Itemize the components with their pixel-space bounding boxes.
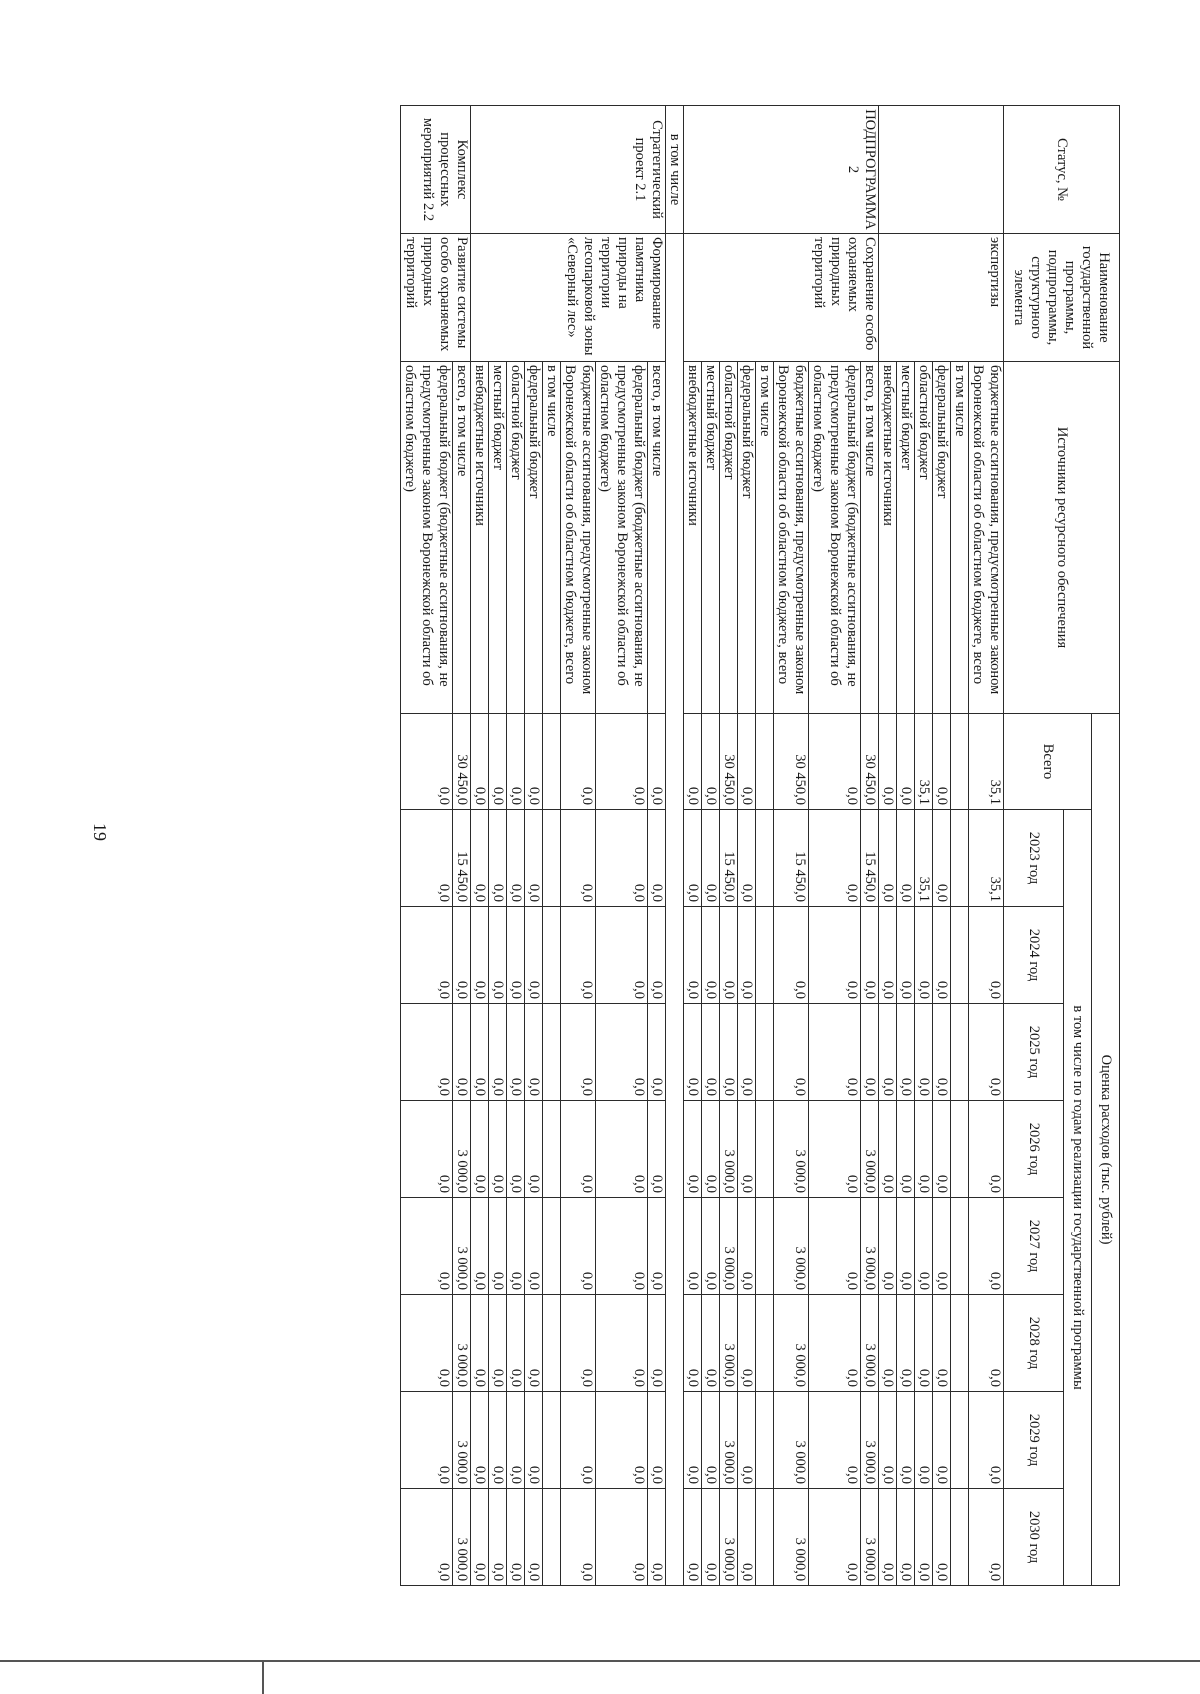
year-value-cell bbox=[951, 907, 969, 1004]
year-value-cell: 0,0 bbox=[702, 1198, 720, 1295]
funding-source-cell: федеральный бюджет (бюджетные ассигнования, не предусмотренные законом Воронежской области об областном бюджете) bbox=[401, 362, 453, 714]
year-value-cell: 0,0 bbox=[969, 1004, 1004, 1101]
year-value-cell: 0,0 bbox=[401, 1198, 453, 1295]
year-value-cell: 3 000,0 bbox=[720, 1295, 738, 1392]
total-value-cell: 0,0 bbox=[471, 714, 489, 810]
year-value-cell: 0,0 bbox=[401, 1295, 453, 1392]
year-value-cell: 0,0 bbox=[915, 907, 933, 1004]
funding-source-cell: местный бюджет bbox=[702, 362, 720, 714]
year-value-cell: 0,0 bbox=[561, 1198, 596, 1295]
year-value-cell: 0,0 bbox=[702, 1295, 720, 1392]
year-value-cell: 0,0 bbox=[471, 1489, 489, 1586]
year-value-cell: 0,0 bbox=[809, 1198, 861, 1295]
year-value-cell: 3 000,0 bbox=[453, 1489, 471, 1586]
year-value-cell: 0,0 bbox=[401, 1101, 453, 1198]
year-value-cell: 0,0 bbox=[507, 1101, 525, 1198]
total-value-cell: 30 450,0 bbox=[774, 714, 809, 810]
scan-edge-line bbox=[0, 1660, 1200, 1662]
year-value-cell: 0,0 bbox=[596, 907, 648, 1004]
year-value-cell: 0,0 bbox=[471, 1392, 489, 1489]
element-name-cell: Формирование памятника природы на территории лесопарковой зоны «Северный лес» bbox=[471, 234, 666, 362]
total-value-cell: 0,0 bbox=[809, 714, 861, 810]
total-value-cell: 0,0 bbox=[401, 714, 453, 810]
funding-source-cell: внебюджетные источники bbox=[471, 362, 489, 714]
total-value-cell: 35,1 bbox=[915, 714, 933, 810]
year-value-cell: 0,0 bbox=[401, 907, 453, 1004]
year-value-cell: 0,0 bbox=[525, 1489, 543, 1586]
year-value-cell: 0,0 bbox=[471, 1198, 489, 1295]
year-value-cell bbox=[756, 1101, 774, 1198]
year-value-cell: 3 000,0 bbox=[453, 1101, 471, 1198]
year-value-cell: 0,0 bbox=[809, 1101, 861, 1198]
total-value-cell: 0,0 bbox=[933, 714, 951, 810]
funding-source-cell: бюджетные ассигнования, предусмотренные законом Воронежской области об областном бюджете, всего bbox=[969, 362, 1004, 714]
header-year: 2024 год bbox=[1004, 907, 1064, 1004]
year-value-cell: 0,0 bbox=[489, 1101, 507, 1198]
year-value-cell: 0,0 bbox=[915, 1101, 933, 1198]
year-value-cell: 0,0 bbox=[453, 907, 471, 1004]
year-value-cell: 0,0 bbox=[471, 810, 489, 907]
header-total: Всего bbox=[1004, 714, 1092, 810]
year-value-cell: 0,0 bbox=[684, 1198, 702, 1295]
year-value-cell: 0,0 bbox=[561, 1489, 596, 1586]
year-value-cell: 0,0 bbox=[969, 1198, 1004, 1295]
year-value-cell: 3 000,0 bbox=[861, 1198, 879, 1295]
year-value-cell: 3 000,0 bbox=[861, 1489, 879, 1586]
year-value-cell: 0,0 bbox=[720, 907, 738, 1004]
funding-source-cell: всего, в том числе bbox=[861, 362, 879, 714]
year-value-cell bbox=[756, 810, 774, 907]
funding-source-cell: областной бюджет bbox=[507, 362, 525, 714]
total-value-cell: 30 450,0 bbox=[453, 714, 471, 810]
year-value-cell: 0,0 bbox=[738, 810, 756, 907]
year-value-cell: 0,0 bbox=[774, 907, 809, 1004]
total-value-cell: 0,0 bbox=[648, 714, 666, 810]
year-value-cell: 0,0 bbox=[702, 1004, 720, 1101]
year-value-cell: 0,0 bbox=[897, 907, 915, 1004]
status-cell: Стратегический проект 2.1 bbox=[471, 106, 666, 234]
header-year: 2026 год bbox=[1004, 1101, 1064, 1198]
funding-source-cell: местный бюджет bbox=[897, 362, 915, 714]
year-value-cell: 0,0 bbox=[489, 1489, 507, 1586]
year-value-cell: 0,0 bbox=[507, 1295, 525, 1392]
year-value-cell: 0,0 bbox=[648, 1392, 666, 1489]
funding-source-cell: федеральный бюджет (бюджетные ассигнования, не предусмотренные законом Воронежской области об областном бюджете) bbox=[809, 362, 861, 714]
year-value-cell: 0,0 bbox=[507, 1489, 525, 1586]
year-value-cell bbox=[756, 1295, 774, 1392]
year-value-cell: 0,0 bbox=[561, 1101, 596, 1198]
year-value-cell: 3 000,0 bbox=[774, 1198, 809, 1295]
year-value-cell: 0,0 bbox=[507, 907, 525, 1004]
year-value-cell: 0,0 bbox=[933, 810, 951, 907]
total-value-cell: 0,0 bbox=[561, 714, 596, 810]
year-value-cell: 0,0 bbox=[897, 1295, 915, 1392]
year-value-cell: 0,0 bbox=[596, 1101, 648, 1198]
year-value-cell: 0,0 bbox=[684, 1004, 702, 1101]
year-value-cell: 0,0 bbox=[879, 1489, 897, 1586]
year-value-cell bbox=[543, 1004, 561, 1101]
total-value-cell bbox=[756, 714, 774, 810]
funding-source-cell: областной бюджет bbox=[720, 362, 738, 714]
year-value-cell: 0,0 bbox=[489, 1004, 507, 1101]
total-value-cell: 0,0 bbox=[879, 714, 897, 810]
rotated-table-container bbox=[120, 105, 1120, 1585]
year-value-cell: 0,0 bbox=[933, 1392, 951, 1489]
year-value-cell: 0,0 bbox=[561, 1004, 596, 1101]
header-year: 2029 год bbox=[1004, 1392, 1064, 1489]
year-value-cell: 0,0 bbox=[933, 1489, 951, 1586]
year-value-cell: 3 000,0 bbox=[774, 1392, 809, 1489]
total-value-cell bbox=[951, 714, 969, 810]
table-row bbox=[969, 106, 1004, 1586]
element-name-cell: Развитие системы особо охраняемых природных территорий bbox=[401, 234, 471, 362]
funding-source-cell: федеральный бюджет bbox=[738, 362, 756, 714]
header-source: Источники ресурсного обеспечения bbox=[1004, 362, 1120, 714]
year-value-cell: 0,0 bbox=[861, 1004, 879, 1101]
year-value-cell: 0,0 bbox=[489, 1198, 507, 1295]
funding-source-cell: федеральный бюджет bbox=[933, 362, 951, 714]
year-value-cell: 0,0 bbox=[401, 810, 453, 907]
year-value-cell: 0,0 bbox=[525, 1392, 543, 1489]
year-value-cell: 0,0 bbox=[684, 1489, 702, 1586]
year-value-cell: 0,0 bbox=[648, 1295, 666, 1392]
table-row bbox=[453, 106, 471, 1586]
table-row bbox=[648, 106, 666, 1586]
year-value-cell: 0,0 bbox=[684, 810, 702, 907]
section-row bbox=[666, 106, 684, 1586]
header-status: Статус, № bbox=[1004, 106, 1120, 234]
year-value-cell: 0,0 bbox=[879, 907, 897, 1004]
year-value-cell: 0,0 bbox=[897, 1392, 915, 1489]
year-value-cell: 0,0 bbox=[702, 1101, 720, 1198]
year-value-cell: 0,0 bbox=[738, 1295, 756, 1392]
year-value-cell: 0,0 bbox=[809, 1489, 861, 1586]
year-value-cell: 0,0 bbox=[507, 1392, 525, 1489]
year-value-cell bbox=[756, 907, 774, 1004]
year-value-cell: 0,0 bbox=[933, 1198, 951, 1295]
year-value-cell: 0,0 bbox=[561, 1295, 596, 1392]
year-value-cell: 0,0 bbox=[648, 1489, 666, 1586]
total-value-cell: 0,0 bbox=[738, 714, 756, 810]
year-value-cell: 0,0 bbox=[702, 1489, 720, 1586]
year-value-cell: 0,0 bbox=[897, 1198, 915, 1295]
header-by-years: в том числе по годам реализации государственной программы bbox=[1064, 810, 1092, 1586]
year-value-cell: 0,0 bbox=[489, 810, 507, 907]
funding-source-cell: внебюджетные источники bbox=[684, 362, 702, 714]
year-value-cell: 0,0 bbox=[969, 1489, 1004, 1586]
funding-source-cell: местный бюджет bbox=[489, 362, 507, 714]
element-name-cell: экспертизы bbox=[879, 234, 1004, 362]
year-value-cell: 0,0 bbox=[471, 907, 489, 1004]
year-value-cell: 3 000,0 bbox=[453, 1295, 471, 1392]
funding-source-cell: всего, в том числе bbox=[453, 362, 471, 714]
year-value-cell: 0,0 bbox=[879, 1004, 897, 1101]
year-value-cell: 0,0 bbox=[969, 1392, 1004, 1489]
funding-source-cell: в том числе bbox=[951, 362, 969, 714]
scan-edge-mark bbox=[262, 1660, 264, 1694]
year-value-cell: 3 000,0 bbox=[861, 1295, 879, 1392]
year-value-cell: 0,0 bbox=[933, 907, 951, 1004]
year-value-cell: 0,0 bbox=[401, 1392, 453, 1489]
funding-source-cell: в том числе bbox=[543, 362, 561, 714]
year-value-cell: 0,0 bbox=[915, 1198, 933, 1295]
year-value-cell: 15 450,0 bbox=[861, 810, 879, 907]
year-value-cell: 0,0 bbox=[507, 1198, 525, 1295]
total-value-cell: 0,0 bbox=[507, 714, 525, 810]
year-value-cell: 0,0 bbox=[933, 1004, 951, 1101]
year-value-cell: 0,0 bbox=[738, 1489, 756, 1586]
year-value-cell: 3 000,0 bbox=[774, 1489, 809, 1586]
year-value-cell: 3 000,0 bbox=[861, 1392, 879, 1489]
year-value-cell: 0,0 bbox=[738, 1198, 756, 1295]
year-value-cell: 3 000,0 bbox=[453, 1392, 471, 1489]
year-value-cell: 0,0 bbox=[809, 810, 861, 907]
year-value-cell: 15 450,0 bbox=[720, 810, 738, 907]
year-value-cell: 0,0 bbox=[648, 1004, 666, 1101]
year-value-cell bbox=[543, 810, 561, 907]
year-value-cell: 0,0 bbox=[915, 1489, 933, 1586]
year-value-cell: 0,0 bbox=[738, 1004, 756, 1101]
year-value-cell: 3 000,0 bbox=[453, 1198, 471, 1295]
year-value-cell: 0,0 bbox=[969, 1101, 1004, 1198]
year-value-cell: 0,0 bbox=[684, 907, 702, 1004]
funding-source-cell: внебюджетные источники bbox=[879, 362, 897, 714]
budget-table bbox=[400, 105, 1120, 1586]
empty-cell bbox=[666, 234, 684, 1586]
year-value-cell: 0,0 bbox=[684, 1295, 702, 1392]
year-value-cell bbox=[543, 1101, 561, 1198]
year-value-cell bbox=[543, 907, 561, 1004]
year-value-cell: 0,0 bbox=[684, 1101, 702, 1198]
funding-source-cell: бюджетные ассигнования, предусмотренные законом Воронежской области об областном бюджете, всего bbox=[561, 362, 596, 714]
header-year: 2030 год bbox=[1004, 1489, 1064, 1586]
year-value-cell: 0,0 bbox=[561, 907, 596, 1004]
year-value-cell: 0,0 bbox=[471, 1101, 489, 1198]
header-year: 2023 год bbox=[1004, 810, 1064, 907]
year-value-cell: 0,0 bbox=[738, 1101, 756, 1198]
year-value-cell: 0,0 bbox=[738, 1392, 756, 1489]
year-value-cell: 3 000,0 bbox=[774, 1295, 809, 1392]
year-value-cell: 0,0 bbox=[648, 1198, 666, 1295]
year-value-cell bbox=[543, 1198, 561, 1295]
year-value-cell: 0,0 bbox=[879, 1295, 897, 1392]
year-value-cell: 0,0 bbox=[702, 907, 720, 1004]
year-value-cell: 0,0 bbox=[915, 1392, 933, 1489]
year-value-cell bbox=[756, 1198, 774, 1295]
year-value-cell: 0,0 bbox=[915, 1295, 933, 1392]
status-cell bbox=[879, 106, 1004, 234]
total-value-cell bbox=[543, 714, 561, 810]
year-value-cell: 0,0 bbox=[596, 1295, 648, 1392]
status-cell: в том числе bbox=[666, 106, 684, 234]
year-value-cell: 0,0 bbox=[915, 1004, 933, 1101]
year-value-cell: 0,0 bbox=[897, 1489, 915, 1586]
year-value-cell: 0,0 bbox=[809, 1392, 861, 1489]
year-value-cell: 0,0 bbox=[471, 1295, 489, 1392]
year-value-cell: 0,0 bbox=[897, 1004, 915, 1101]
header-name: Наименование государственной программы, подпрограммы, структурного элемента bbox=[1004, 234, 1120, 362]
year-value-cell: 0,0 bbox=[897, 1101, 915, 1198]
year-value-cell bbox=[543, 1392, 561, 1489]
year-value-cell: 0,0 bbox=[720, 1004, 738, 1101]
year-value-cell bbox=[951, 1004, 969, 1101]
header-estimate: Оценка расходов (тыс. рублей) bbox=[1092, 714, 1120, 1586]
year-value-cell: 0,0 bbox=[809, 1295, 861, 1392]
header-year: 2028 год bbox=[1004, 1295, 1064, 1392]
funding-source-cell: всего, в том числе bbox=[648, 362, 666, 714]
year-value-cell: 3 000,0 bbox=[720, 1489, 738, 1586]
funding-source-cell: областной бюджет bbox=[915, 362, 933, 714]
year-value-cell: 0,0 bbox=[809, 1004, 861, 1101]
year-value-cell: 0,0 bbox=[861, 907, 879, 1004]
year-value-cell: 0,0 bbox=[401, 1004, 453, 1101]
year-value-cell: 0,0 bbox=[561, 1392, 596, 1489]
year-value-cell bbox=[951, 1392, 969, 1489]
total-value-cell: 0,0 bbox=[684, 714, 702, 810]
year-value-cell: 0,0 bbox=[702, 1392, 720, 1489]
year-value-cell: 0,0 bbox=[401, 1489, 453, 1586]
year-value-cell: 3 000,0 bbox=[720, 1392, 738, 1489]
year-value-cell bbox=[543, 1295, 561, 1392]
header-year: 2027 год bbox=[1004, 1198, 1064, 1295]
total-value-cell: 0,0 bbox=[596, 714, 648, 810]
year-value-cell: 0,0 bbox=[596, 1198, 648, 1295]
year-value-cell: 0,0 bbox=[897, 810, 915, 907]
year-value-cell: 3 000,0 bbox=[861, 1101, 879, 1198]
year-value-cell: 0,0 bbox=[933, 1295, 951, 1392]
year-value-cell bbox=[756, 1392, 774, 1489]
total-value-cell: 0,0 bbox=[525, 714, 543, 810]
total-value-cell: 35,1 bbox=[969, 714, 1004, 810]
year-value-cell bbox=[951, 1101, 969, 1198]
year-value-cell: 0,0 bbox=[648, 810, 666, 907]
year-value-cell: 0,0 bbox=[774, 1004, 809, 1101]
status-cell: ПОДПРОГРАММА 2 bbox=[684, 106, 879, 234]
year-value-cell: 0,0 bbox=[596, 1004, 648, 1101]
year-value-cell: 0,0 bbox=[809, 907, 861, 1004]
year-value-cell: 0,0 bbox=[561, 810, 596, 907]
year-value-cell: 0,0 bbox=[969, 907, 1004, 1004]
year-value-cell: 0,0 bbox=[489, 1295, 507, 1392]
year-value-cell: 35,1 bbox=[915, 810, 933, 907]
year-value-cell: 0,0 bbox=[933, 1101, 951, 1198]
year-value-cell: 15 450,0 bbox=[453, 810, 471, 907]
year-value-cell: 0,0 bbox=[525, 1004, 543, 1101]
year-value-cell: 0,0 bbox=[489, 1392, 507, 1489]
year-value-cell: 0,0 bbox=[525, 907, 543, 1004]
funding-source-cell: федеральный бюджет (бюджетные ассигнования, не предусмотренные законом Воронежской области об областном бюджете) bbox=[596, 362, 648, 714]
year-value-cell: 0,0 bbox=[525, 1295, 543, 1392]
year-value-cell: 0,0 bbox=[471, 1004, 489, 1101]
year-value-cell bbox=[756, 1489, 774, 1586]
year-value-cell: 3 000,0 bbox=[720, 1198, 738, 1295]
page-number: 19 bbox=[90, 823, 110, 841]
year-value-cell: 0,0 bbox=[525, 810, 543, 907]
total-value-cell: 0,0 bbox=[897, 714, 915, 810]
year-value-cell: 0,0 bbox=[969, 1295, 1004, 1392]
total-value-cell: 30 450,0 bbox=[861, 714, 879, 810]
year-value-cell: 0,0 bbox=[596, 1489, 648, 1586]
total-value-cell: 0,0 bbox=[489, 714, 507, 810]
total-value-cell: 0,0 bbox=[702, 714, 720, 810]
year-value-cell bbox=[951, 1295, 969, 1392]
year-value-cell: 0,0 bbox=[648, 1101, 666, 1198]
year-value-cell bbox=[951, 1198, 969, 1295]
funding-source-cell: федеральный бюджет bbox=[525, 362, 543, 714]
year-value-cell: 0,0 bbox=[879, 810, 897, 907]
year-value-cell: 0,0 bbox=[525, 1198, 543, 1295]
element-name-cell: Сохранение особо охраняемых природных территорий bbox=[684, 234, 879, 362]
year-value-cell: 0,0 bbox=[596, 1392, 648, 1489]
year-value-cell: 0,0 bbox=[702, 810, 720, 907]
year-value-cell: 0,0 bbox=[879, 1392, 897, 1489]
year-value-cell bbox=[951, 810, 969, 907]
funding-source-cell: бюджетные ассигнования, предусмотренные законом Воронежской области об областном бюджете, всего bbox=[774, 362, 809, 714]
year-value-cell: 0,0 bbox=[596, 810, 648, 907]
year-value-cell bbox=[543, 1489, 561, 1586]
year-value-cell: 15 450,0 bbox=[774, 810, 809, 907]
table-row bbox=[861, 106, 879, 1586]
table-body bbox=[401, 106, 1004, 1586]
year-value-cell: 0,0 bbox=[525, 1101, 543, 1198]
year-value-cell: 0,0 bbox=[684, 1392, 702, 1489]
year-value-cell: 3 000,0 bbox=[774, 1101, 809, 1198]
status-cell: Комплекс процессных мероприятий 2.2 bbox=[401, 106, 471, 234]
year-value-cell: 0,0 bbox=[507, 1004, 525, 1101]
year-value-cell: 0,0 bbox=[879, 1198, 897, 1295]
year-value-cell: 3 000,0 bbox=[720, 1101, 738, 1198]
year-value-cell: 0,0 bbox=[453, 1004, 471, 1101]
year-value-cell: 0,0 bbox=[489, 907, 507, 1004]
year-value-cell: 0,0 bbox=[507, 810, 525, 907]
table-frame bbox=[120, 105, 1120, 1585]
year-value-cell: 0,0 bbox=[738, 907, 756, 1004]
total-value-cell: 30 450,0 bbox=[720, 714, 738, 810]
year-value-cell: 0,0 bbox=[879, 1101, 897, 1198]
year-value-cell: 0,0 bbox=[648, 907, 666, 1004]
year-value-cell bbox=[951, 1489, 969, 1586]
funding-source-cell: в том числе bbox=[756, 362, 774, 714]
header-year: 2025 год bbox=[1004, 1004, 1064, 1101]
year-value-cell: 35,1 bbox=[969, 810, 1004, 907]
year-value-cell bbox=[756, 1004, 774, 1101]
